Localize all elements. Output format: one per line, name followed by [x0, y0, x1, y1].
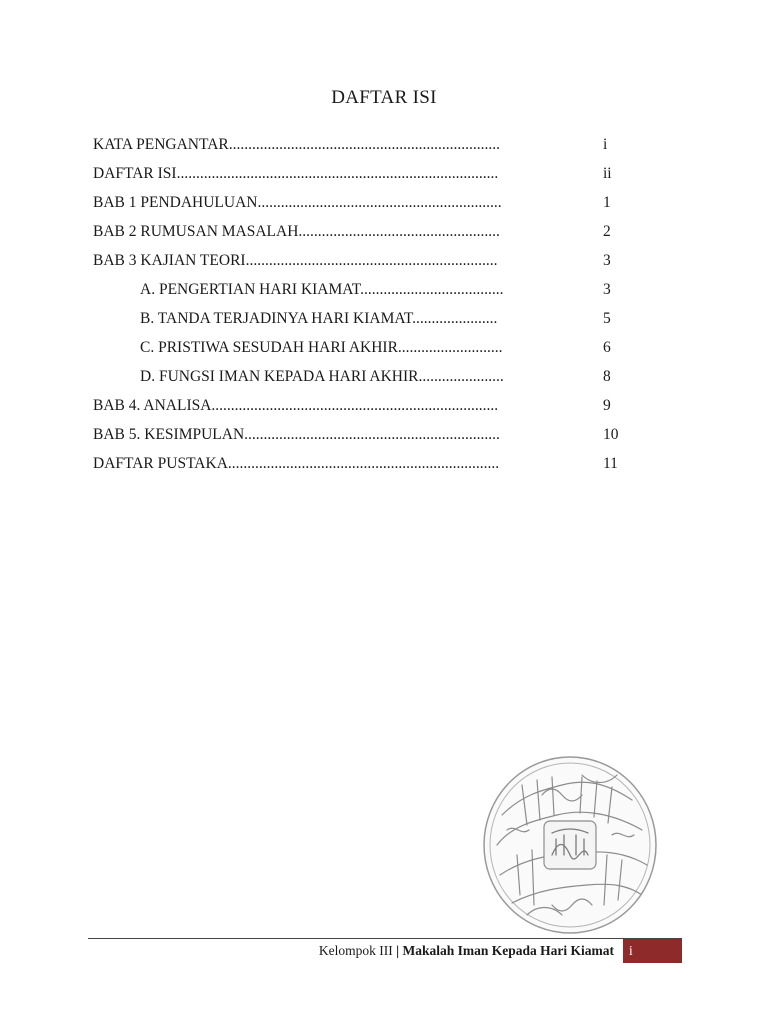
toc-entry: D. FUNGSI IMAN KEPADA HARI AKHIR......................	[140, 368, 504, 385]
toc-page-number: 2	[603, 223, 611, 240]
toc-page-number: 8	[603, 368, 611, 385]
toc-page-number: 10	[603, 426, 619, 443]
footer-group: Kelompok III	[318, 943, 393, 958]
toc-page-number: 11	[603, 455, 618, 472]
toc-entry: A. PENGERTIAN HARI KIAMAT.....................................	[140, 281, 504, 298]
toc-entry: BAB 1 PENDAHULUAN...............................................................	[93, 194, 502, 211]
toc-page-number: 3	[603, 281, 611, 298]
toc-entry: BAB 5. KESIMPULAN..................................................................	[93, 426, 500, 443]
toc-entry: B. TANDA TERJADINYA HARI KIAMAT......................	[140, 310, 498, 327]
footer-page-number: i	[629, 943, 633, 958]
toc-entry: DAFTAR ISI...................................................................................	[93, 165, 499, 182]
toc-page-number: i	[603, 136, 608, 153]
footer-divider	[88, 938, 682, 939]
toc-page-number: 5	[603, 310, 611, 327]
toc-page-number: 3	[603, 252, 611, 269]
page-title: DAFTAR ISI	[331, 87, 437, 108]
toc-entry: DAFTAR PUSTAKA......................................................................	[93, 455, 500, 472]
toc-entry: KATA PENGANTAR......................................................................	[93, 136, 500, 153]
toc-page-number: 6	[603, 339, 611, 356]
toc-entry: BAB 4. ANALISA..........................................................................	[93, 397, 499, 414]
footer-separator: |	[396, 943, 400, 958]
toc-entry: BAB 2 RUMUSAN MASALAH....................................................	[93, 223, 500, 240]
toc-page-number: ii	[603, 165, 612, 182]
footer-paper-title: Makalah Iman Kepada Hari Kiamat	[402, 943, 614, 958]
page-footer	[319, 941, 614, 961]
toc-entry: C. PRISTIWA SESUDAH HARI AKHIR...........................	[140, 339, 503, 356]
toc-entry: BAB 3 KAJIAN TEORI.................................................................	[93, 252, 498, 269]
toc-page-number: 9	[603, 397, 611, 414]
toc-page-number: 1	[603, 194, 611, 211]
arabic-calligraphy-seal-icon	[482, 755, 658, 935]
